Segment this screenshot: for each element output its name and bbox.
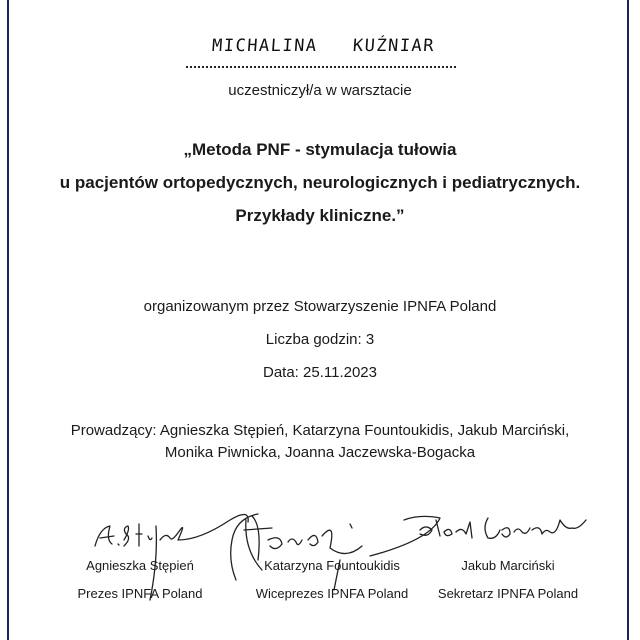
workshop-title-line-2: u pacjentów ortopedycznych, neurologicznych i pediatrycznych. xyxy=(59,173,581,192)
signatory-1-name: Agnieszka Stępień xyxy=(86,558,194,573)
signatory-2-name: Katarzyna Fountoukidis xyxy=(264,558,400,573)
signatory-3-name: Jakub Marciński xyxy=(461,558,555,573)
workshop-title-line-3: Przykłady kliniczne.” xyxy=(235,206,405,225)
date-text: Data: 25.11.2023 xyxy=(263,364,377,381)
signature-2-icon xyxy=(231,514,362,590)
organizer-text: organizowanym przez Stowarzyszenie IPNFA Poland xyxy=(143,298,497,315)
signatory-1-role: Prezes IPNFA Poland xyxy=(77,586,203,601)
instructors-line-2: Monika Piwnicka, Joanna Jaczewska-Bogacka xyxy=(164,444,476,461)
signatory-2-role: Wiceprezes IPNFA Poland xyxy=(255,586,409,601)
hours-text: Liczba godzin: 3 xyxy=(265,331,375,348)
signature-3-icon xyxy=(370,516,586,556)
participant-name: MICHALINA KUŹNIAR xyxy=(211,36,436,56)
instructors-line-1: Prowadzący: Agnieszka Stępień, Katarzyna Fountoukidis, Jakub Marciński, xyxy=(70,422,570,439)
participated-text: uczestniczył/a w warsztacie xyxy=(228,82,412,99)
signatory-3-role: Sekretarz IPNFA Poland xyxy=(437,586,579,601)
workshop-title-line-1: „Metoda PNF - stymulacja tułowia xyxy=(183,140,457,159)
